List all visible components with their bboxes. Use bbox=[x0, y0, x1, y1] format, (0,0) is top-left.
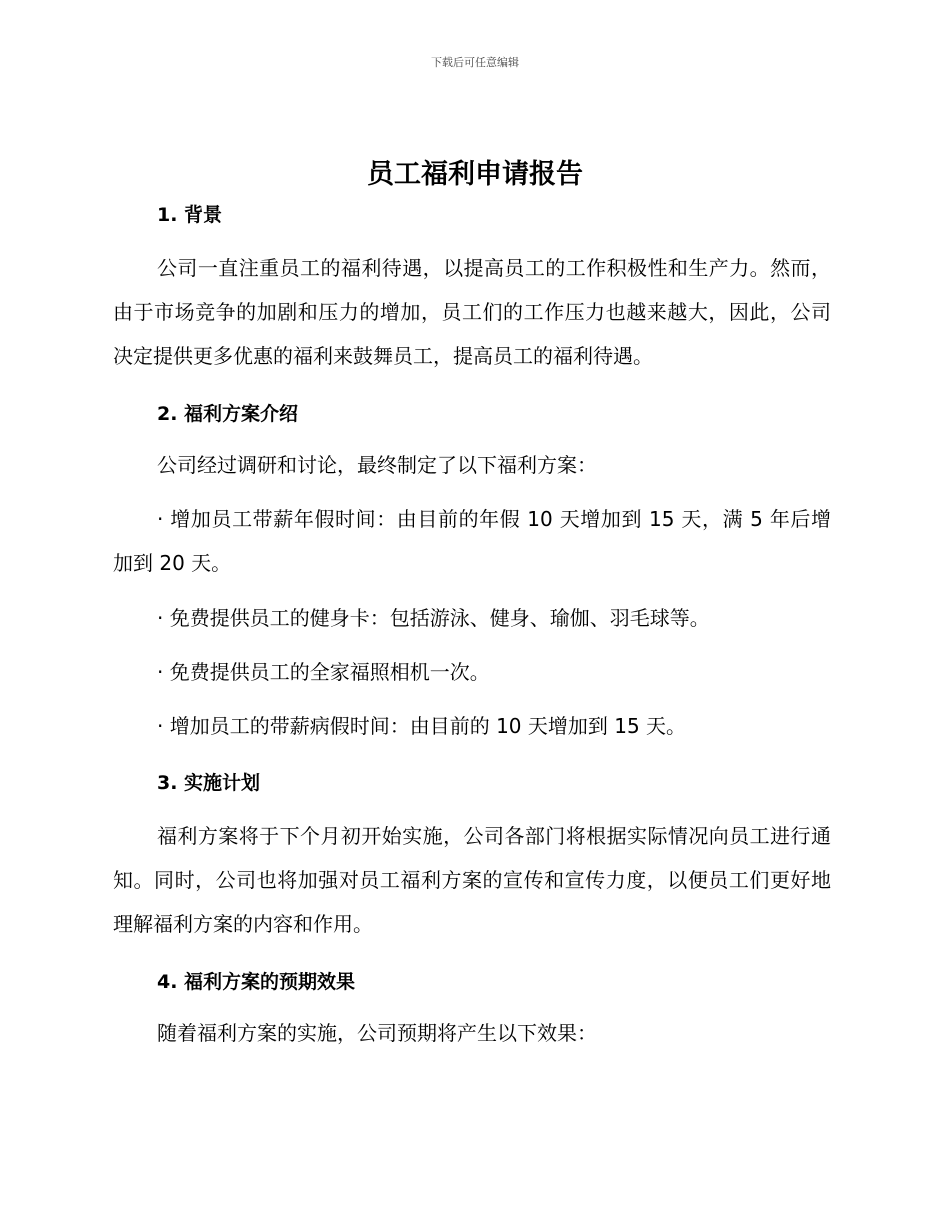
section-heading-background: 1. 背景 bbox=[157, 204, 223, 226]
benefit-item-annual-leave: · 增加员工带薪年假时间：由目前的年假 10 天增加到 15 天，满 5 年后增加到 20 天。 bbox=[113, 507, 831, 575]
benefit-plan-intro: 公司经过调研和讨论，最终制定了以下福利方案： bbox=[157, 453, 597, 477]
header-note: 下载后可任意编辑 bbox=[431, 56, 519, 69]
benefit-item-sick-leave: · 增加员工的带薪病假时间：由目前的 10 天增加到 15 天。 bbox=[157, 714, 687, 738]
section-heading-benefit-plan: 2. 福利方案介绍 bbox=[157, 403, 299, 425]
benefit-item-family-photo: · 免费提供员工的全家福照相机一次。 bbox=[157, 660, 490, 684]
document-title: 员工福利申请报告 bbox=[367, 159, 583, 190]
benefit-item-gym-card: · 免费提供员工的健身卡：包括游泳、健身、瑜伽、羽毛球等。 bbox=[157, 606, 710, 630]
section-heading-expected-effects: 4. 福利方案的预期效果 bbox=[157, 971, 356, 993]
section-heading-implementation: 3. 实施计划 bbox=[157, 772, 261, 794]
implementation-paragraph: 福利方案将于下个月初开始实施，公司各部门将根据实际情况向员工进行通知。同时，公司也将加强对员工福利方案的宣传和宣传力度，以便员工们更好地理解福利方案的内容和作用。 bbox=[113, 824, 831, 936]
background-paragraph: 公司一直注重员工的福利待遇，以提高员工的工作积极性和生产力。然而，由于市场竞争的加剧和压力的增加，员工们的工作压力也越来越大，因此，公司决定提供更多优惠的福利来鼓舞员工，提高员工的福利待遇。 bbox=[113, 256, 831, 368]
expected-effects-intro: 随着福利方案的实施，公司预期将产生以下效果： bbox=[157, 1021, 597, 1045]
